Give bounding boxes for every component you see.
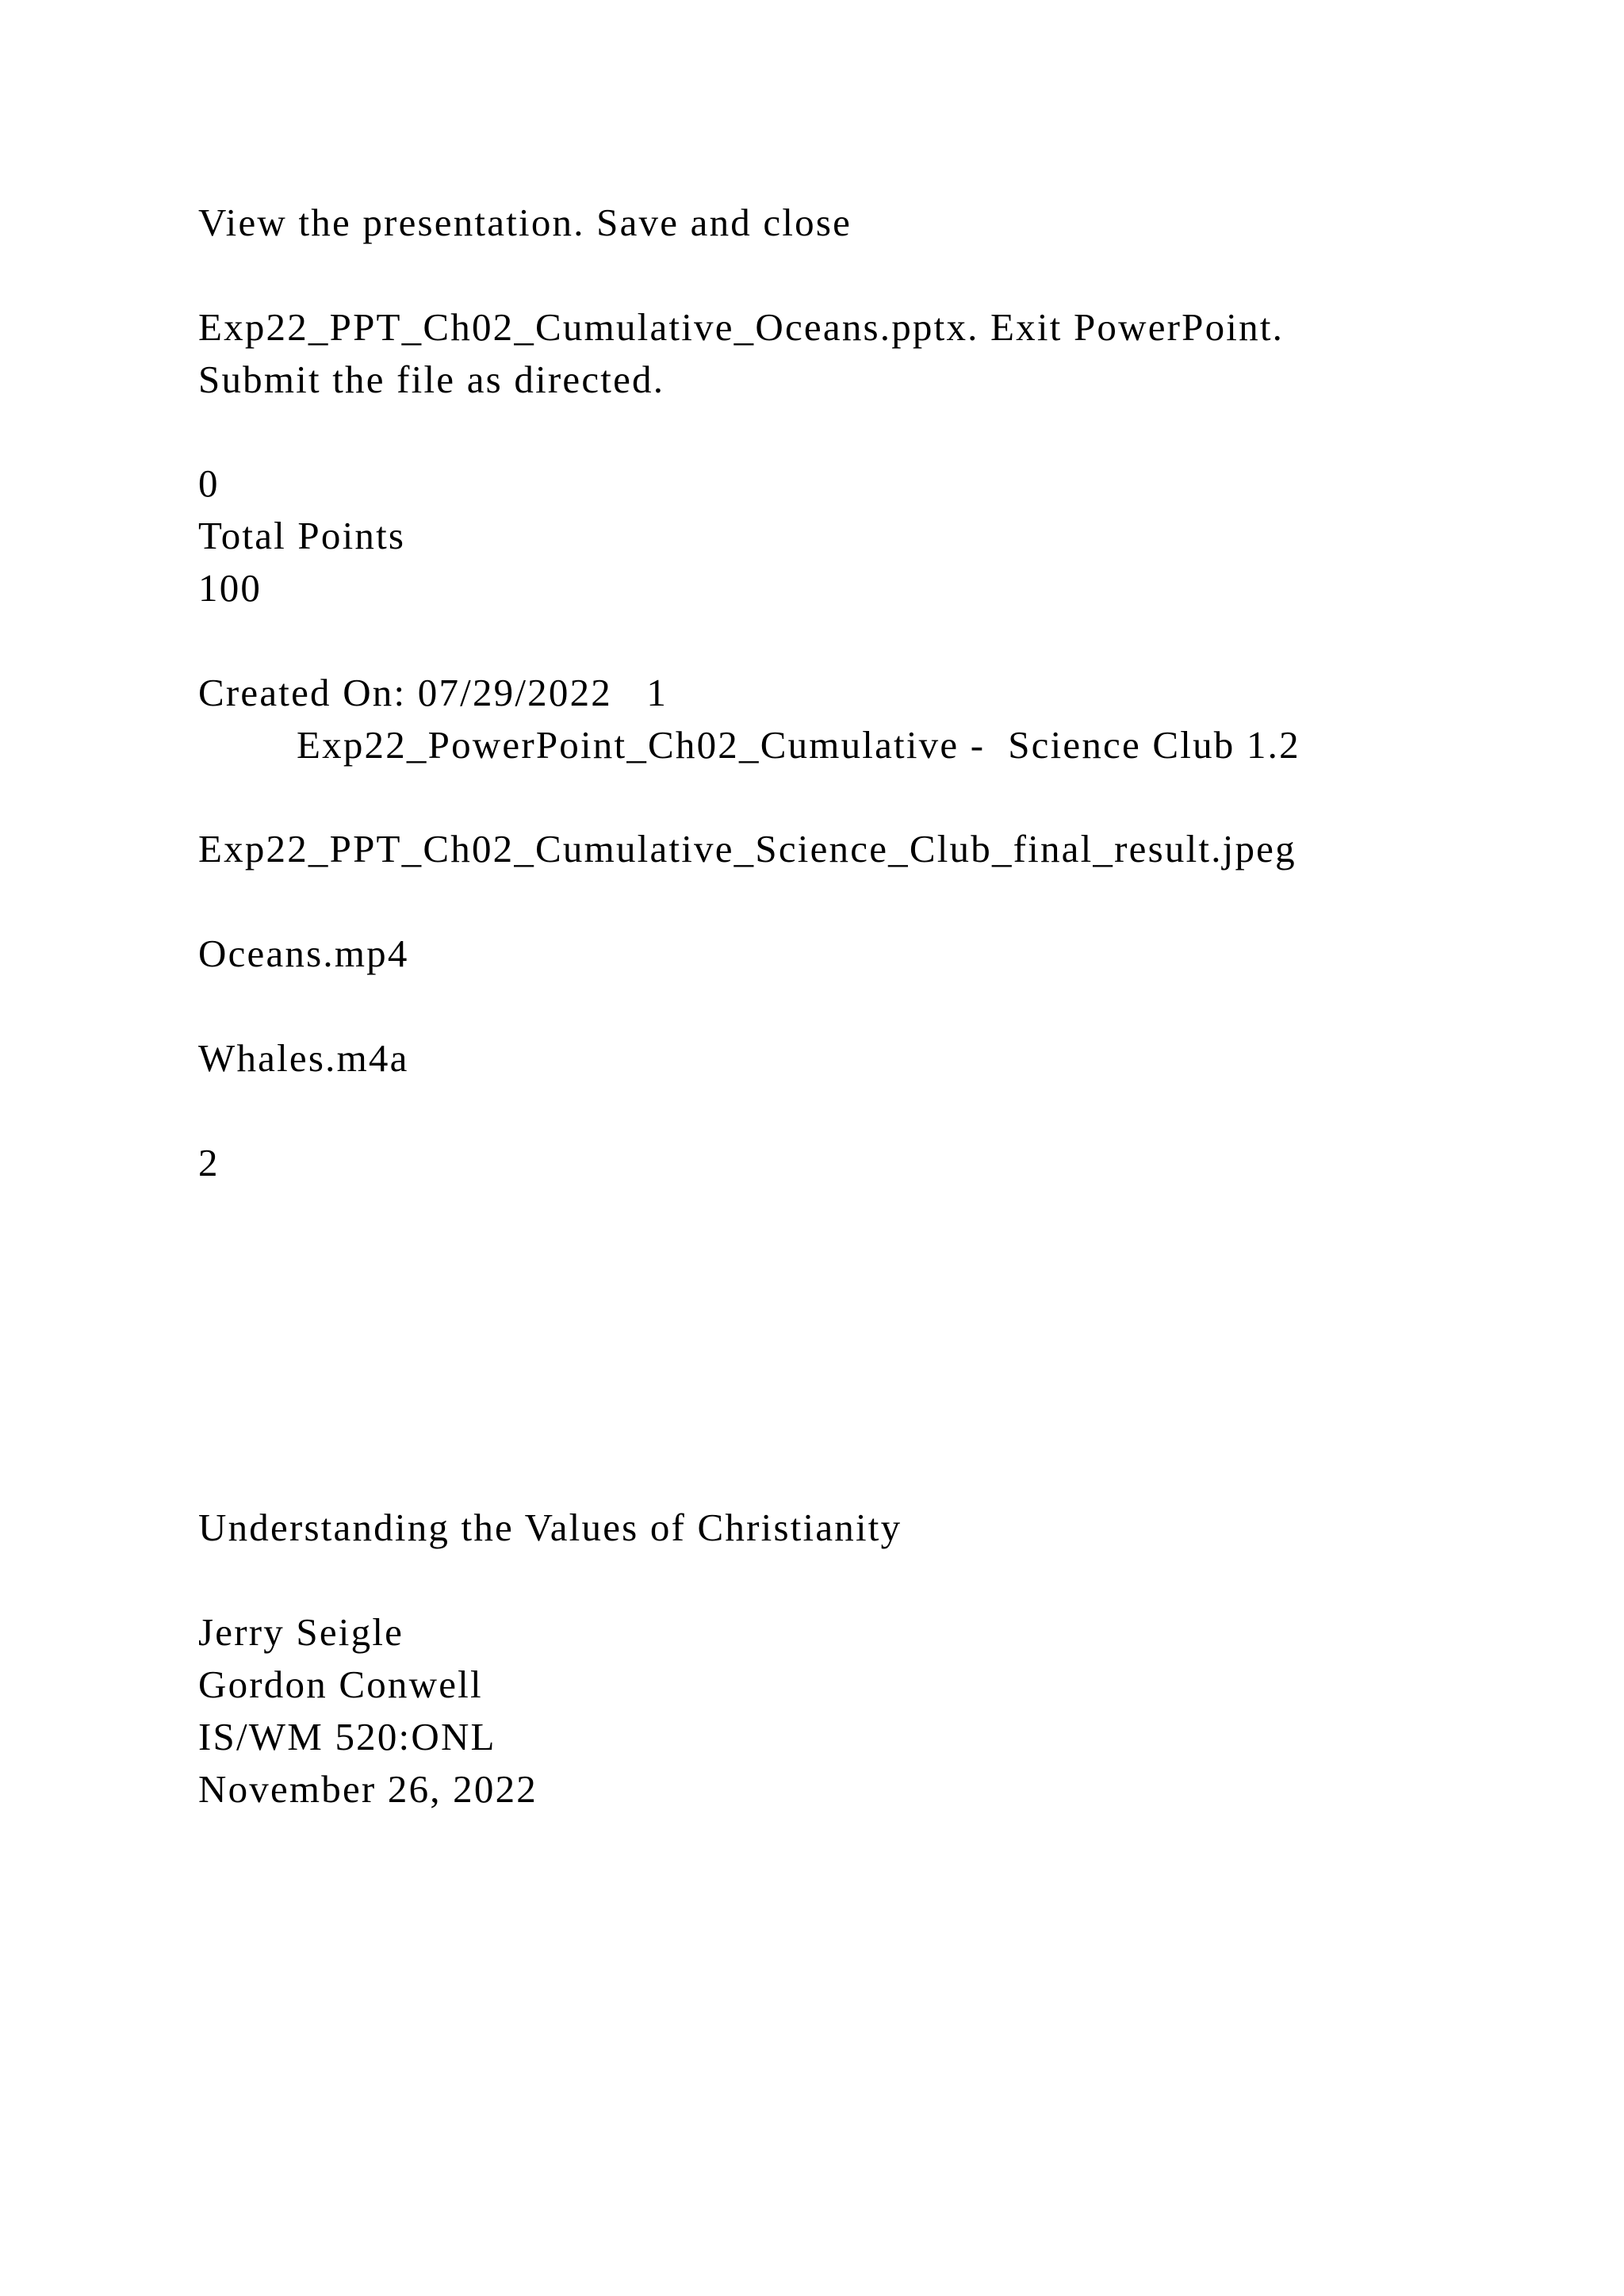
total-points-value: 100 [198, 566, 262, 610]
file-name: Whales.m4a [198, 1036, 409, 1080]
document-date: November 26, 2022 [198, 1767, 538, 1811]
total-points-label: Total Points [198, 514, 406, 557]
page-number: 2 [198, 1141, 220, 1184]
essay-title: Understanding the Values of Christianity [198, 1506, 902, 1549]
institution-name: Gordon Conwell [198, 1663, 483, 1706]
created-on-line: Created On: 07/29/2022 1 [198, 671, 668, 714]
instruction-line: Exp22_PPT_Ch02_Cumulative_Oceans.pptx. Exit PowerPoint. [198, 305, 1285, 349]
author-name: Jerry Seigle [198, 1610, 404, 1654]
file-name: Exp22_PPT_Ch02_Cumulative_Science_Club_final_result.jpeg [198, 827, 1297, 871]
course-code: IS/WM 520:ONL [198, 1715, 496, 1758]
instruction-line: Submit the file as directed. [198, 358, 665, 401]
points-earned: 0 [198, 461, 220, 505]
file-name: Oceans.mp4 [198, 932, 409, 975]
assignment-title: Exp22_PowerPoint_Ch02_Cumulative - Science Club 1.2 [297, 723, 1300, 767]
instruction-line: View the presentation. Save and close [198, 201, 852, 244]
